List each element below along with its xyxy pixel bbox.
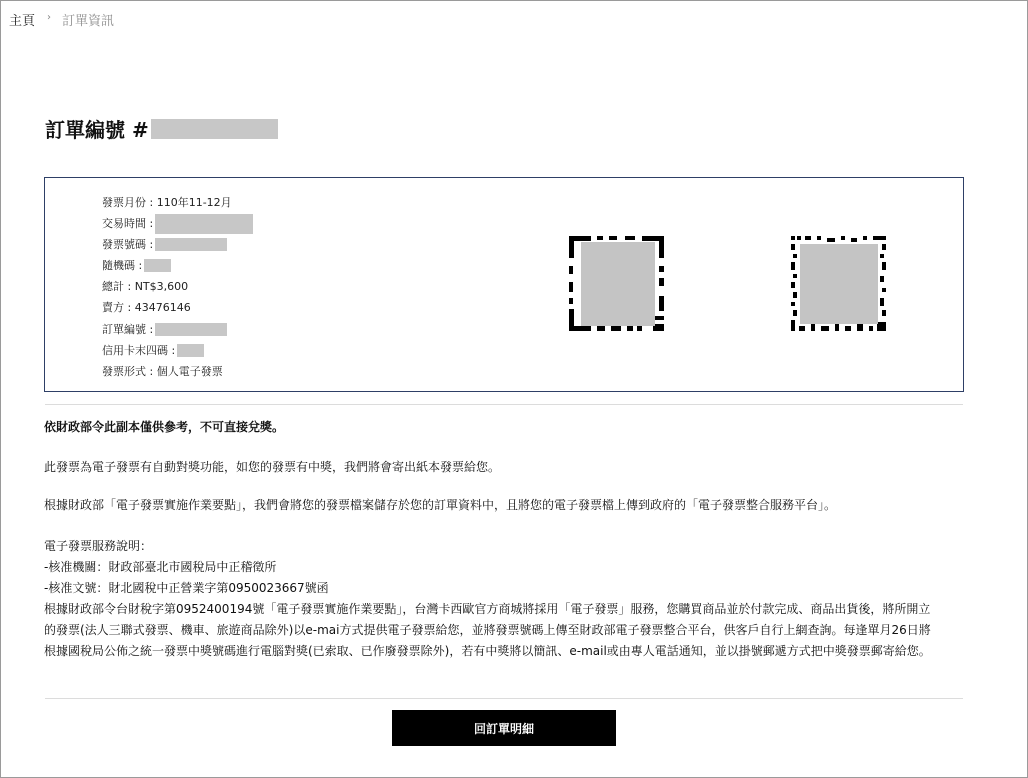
page-title [45,114,278,143]
total-amount: 總計 : NT$3,600 [102,280,189,294]
redacted-trade-time [155,214,253,234]
order-title-prefix: 訂單編號 # [45,118,149,142]
divider-bottom [45,698,963,699]
total-row [102,276,253,297]
qr-code-icon [569,236,664,331]
invoice-card [44,177,964,392]
breadcrumb-current: 訂單資訊 [62,14,115,29]
service-authority: -核准機關：財政部臺北市國稅局中正稽徵所 [44,560,277,574]
trade-time-row [102,213,253,234]
invoice-month-row [102,192,253,213]
order-number-label: 訂單編號 : [102,322,154,336]
redacted-qr-2 [800,244,878,324]
chevron-right-icon: › [47,12,52,23]
auto-prize-notice: 此發票為電子發票有自動對獎功能，如您的發票有中獎，我們將會寄出紙本發票給您。 [44,460,501,474]
redacted-qr-1 [581,242,655,326]
random-code-row [102,255,253,276]
service-description [44,536,944,662]
card-last4-label: 信用卡末四碼 : [102,343,176,357]
order-number-row [102,319,253,340]
invoice-info-list [102,192,253,382]
redacted-order-number [151,119,278,139]
redacted-order-number-field [155,323,227,336]
invoice-month: 發票月份 : 110年11-12月 [102,196,232,209]
divider-top [45,404,963,405]
seller-row [102,297,253,318]
redacted-card-last4 [177,344,204,357]
breadcrumb-home-link[interactable]: 主頁 [9,14,36,29]
upload-notice: 根據財政部「電子發票實施作業要點」，我們會將您的發票檔案儲存於您的訂單資料中，且將您的電子發票檔上傳到政府的「電子發票整合服務平台」。 [44,498,837,512]
reference-only-notice: 依財政部令此副本僅供參考，不可直接兌獎。 [44,420,285,434]
invoice-form-row [102,361,253,382]
card-last4-row [102,340,253,361]
service-doc-number: -核准文號：財北國稅中正營業字第0950023667號函 [44,581,329,595]
qr-code-icon [791,236,886,331]
back-to-order-details-button[interactable]: 回訂單明細 [392,710,616,746]
service-body: 根據財政部令台財稅字第0952400194號「電子發票實施作業要點」，台灣卡西歐官方商城將採用「電子發票」服務，您購買商品並於付款完成、商品出貨後，將所開立的發票(法人三聯式發票、機車、旅遊商品除外)以e-mai方式提供電子發票給您，並將發票號碼上傳至財政部電子發票整合平台，供客戶自行上網查詢。每逢單月26日將根據國稅局公佈之統一發票中獎號碼進行電腦對獎(已索取、已作廢發票除外)，若有中獎將以簡訊、e-mail或由專人電話通知，並以掛號郵遞方式把中獎發票郵寄給您。 [44,602,931,658]
redacted-invoice-number [155,238,227,251]
breadcrumb [9,10,114,29]
invoice-number-row [102,234,253,255]
seller-id: 賣方 : 43476146 [102,301,191,315]
random-code-label: 隨機碼 : [102,259,143,273]
invoice-number-label: 發票號碼 : [102,238,154,252]
invoice-form: 發票形式 : 個人電子發票 [102,364,223,378]
redacted-random-code [144,259,171,272]
trade-time-label: 交易時間 : [102,217,154,231]
service-heading: 電子發票服務說明： [44,539,153,553]
